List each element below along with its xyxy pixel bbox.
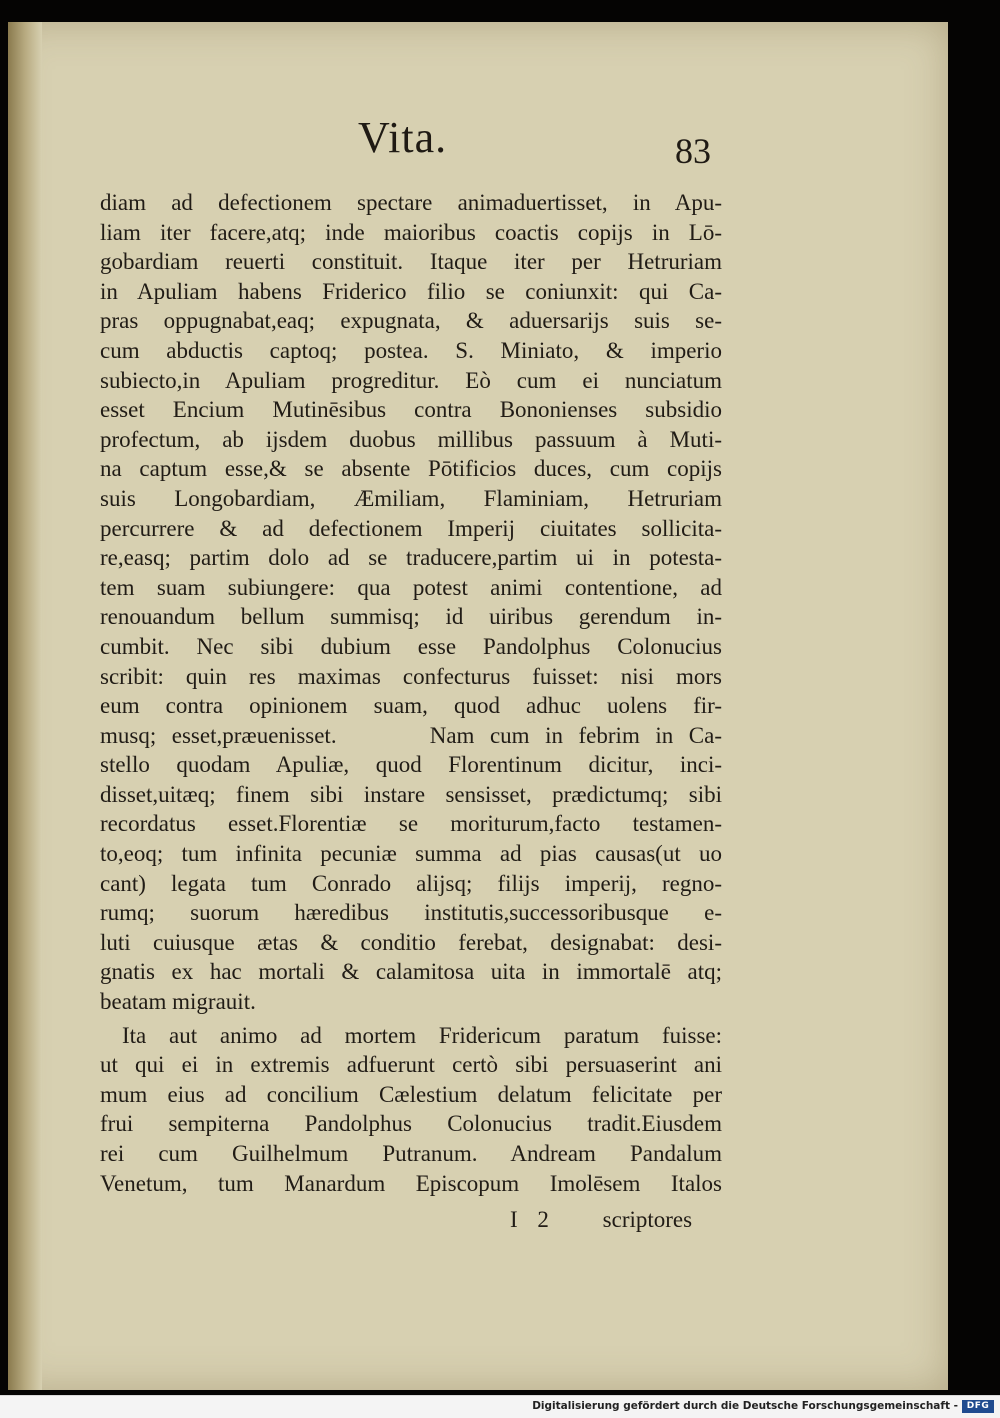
text-line: beatam migrauit.: [100, 989, 256, 1015]
running-title: Vita.: [358, 113, 448, 162]
page-number: 83: [675, 131, 711, 171]
text-line: in Apuliam habens Friderico filio se coniunxit: qui Ca-: [100, 278, 722, 304]
text-line: to,eoq; tum infinita pecuniæ summa ad pias causas(ut uo: [100, 841, 722, 867]
text-line: recordatus esset.Florentiæ se moriturum,facto testamen-: [100, 811, 722, 837]
text-line: tem suam subiungere: qua potest animi contentione, ad: [100, 574, 722, 600]
text-line: stello quodam Apuliæ, quod Florentinum dicitur, inci-: [100, 752, 722, 778]
text-line: scribit: quin res maximas confecturus fuisset: nisi mors: [100, 663, 722, 689]
text-line: frui sempiterna Pandolphus Colonucius tradit.Eiusdem: [100, 1111, 722, 1137]
text-line: subiecto,in Apuliam progreditur. Eò cum ei nunciatum: [100, 367, 722, 393]
body-text: [100, 188, 722, 1198]
signature-number: 2: [537, 1207, 549, 1232]
text-line: percurrere & ad defectionem Imperij ciuitates sollicita-: [100, 515, 722, 541]
signature-mark: I: [510, 1207, 518, 1232]
text-line: rei cum Guilhelmum Putranum. Andream Pandalum: [100, 1141, 722, 1166]
text-line: re,easq; partim dolo ad se traducere,partim ui in potesta-: [100, 545, 722, 571]
text-line: luti cuiusque ætas & conditio ferebat, designabat: desi-: [100, 929, 722, 955]
text-line: renouandum bellum summisq; id uiribus gerendum in-: [100, 604, 722, 630]
text-line: Ita aut animo ad mortem Fridericum paratum fuisse:: [122, 1022, 722, 1048]
text-line: gnatis ex hac mortali & calamitosa uita in immortalē atq;: [100, 959, 722, 985]
text-line: liam iter facere,atq; inde maioribus coactis copijs in Lō-: [100, 219, 722, 245]
text-line: cum abductis captoq; postea. S. Miniato, & imperio: [100, 337, 722, 363]
text-line: profectum, ab ijsdem duobus millibus passuum à Muti-: [100, 426, 722, 452]
text-line: ut qui ei in extremis adfuerunt certò sibi persuaserint ani: [100, 1052, 722, 1078]
digitization-footer: [0, 1395, 1000, 1418]
text-line: eum contra opinionem suam, quod adhuc uolens fir-: [100, 693, 722, 719]
text-line: pras oppugnabat,eaq; expugnata, & aduersarijs suis se-: [100, 308, 722, 334]
text-line: disset,uitæq; finem sibi instare sensisset, prædictumq; sibi: [100, 781, 722, 807]
text-line: Venetum, tum Manardum Episcopum Imolēsem Italos: [100, 1170, 722, 1196]
text-line: mum eius ad concilium Cælestium delatum felicitate per: [100, 1081, 722, 1107]
text-line: suis Longobardiam, Æmiliam, Flaminiam, Hetruriam: [100, 485, 722, 511]
text-line: rumq; suorum hæredibus institutis,successoribusque e-: [100, 900, 722, 926]
catchword: scriptores: [602, 1207, 693, 1232]
page-gutter-edge: [8, 22, 42, 1390]
text-line: na captum esse,& se absente Pōtificios duces, cum copijs: [100, 456, 722, 482]
text-line: musq; esset,præuenisset. Nam cum in febrim in Ca-: [100, 722, 722, 748]
dfg-logo: DFG: [962, 1400, 994, 1413]
text-line: gobardiam reuerti constituit. Itaque iter per Hetruriam: [100, 249, 722, 275]
text-line: cant) legata tum Conrado alijsq; filijs imperij, regno-: [100, 870, 722, 896]
text-line: esset Encium Mutinēsibus contra Bononienses subsidio: [100, 397, 722, 423]
funding-credit: Digitalisierung gefördert durch die Deutsche Forschungsgemeinschaft -: [532, 1400, 958, 1412]
signature-catchword-line: [510, 1207, 692, 1233]
text-line: diam ad defectionem spectare animaduertisset, in Apu-: [100, 190, 722, 215]
text-line: cumbit. Nec sibi dubium esse Pandolphus Colonucius: [100, 633, 722, 659]
